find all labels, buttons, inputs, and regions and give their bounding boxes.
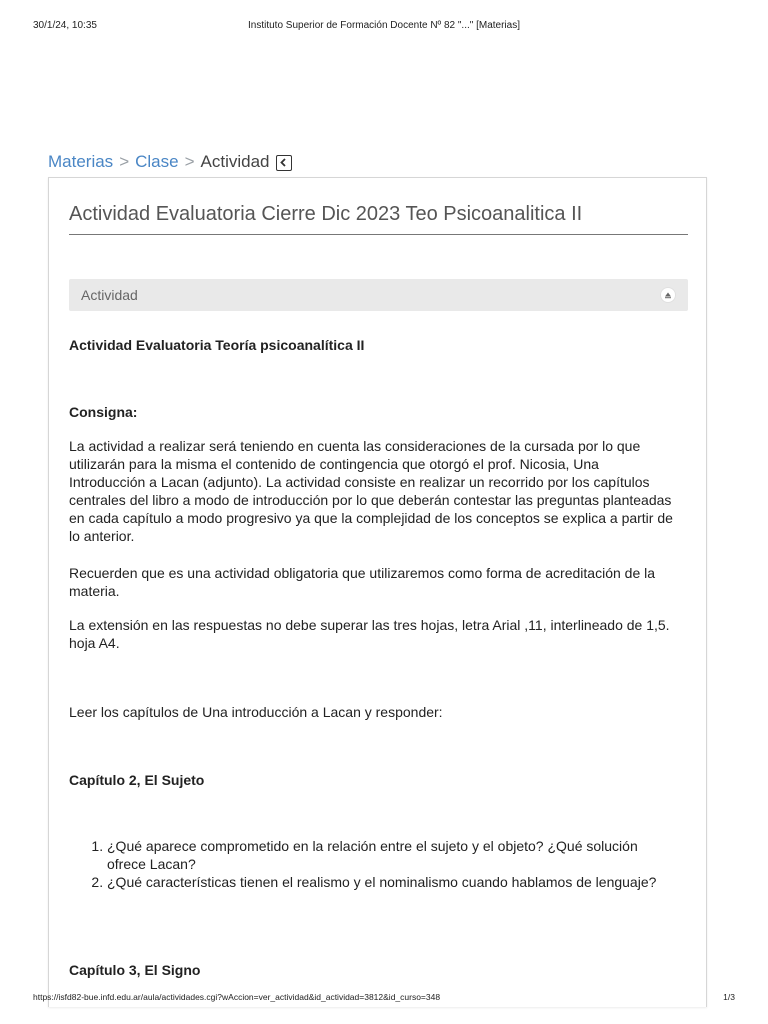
print-footer (0, 992, 768, 1006)
mandatory-note-paragraph: Recuerden que es una actividad obligatoria que utilizaremos como forma de acreditación de la materia. (69, 565, 656, 599)
breadcrumb-separator: > (119, 152, 130, 171)
chapter-heading: Capítulo 2, El Sujeto (69, 772, 205, 788)
question-list (69, 837, 679, 891)
reading-instruction-paragraph: Leer los capítulos de Una introducción a Lacan y responder: (69, 704, 443, 720)
section-header-actividad[interactable] (69, 279, 688, 311)
activity-title: Actividad Evaluatoria Cierre Dic 2023 Teo Psicoanalitica II (69, 203, 688, 235)
page-number: 1/3 (723, 992, 735, 1002)
question-item: 2. ¿Qué características tienen el realismo y el nominalismo cuando hablamos de lenguaje? (107, 873, 679, 891)
breadcrumb-separator: > (184, 152, 195, 171)
print-header (0, 16, 768, 36)
format-note-paragraph: La extensión en las respuestas no debe superar las tres hojas, letra Arial ,11, interlineado de 1,5. hoja A4. (69, 617, 670, 651)
section-header-label: Actividad (81, 287, 138, 303)
chapter-heading: Capítulo 3, El Signo (69, 962, 201, 978)
print-page-title: Instituto Superior de Formación Docente Nº 82 "..." [Materias] (248, 20, 520, 31)
breadcrumb-current: Actividad (200, 152, 270, 171)
activity-subtitle: Actividad Evaluatoria Teoría psicoanalítica II (69, 337, 365, 353)
print-url: https://isfd82-bue.infd.edu.ar/aula/actividades.cgi?wAccion=ver_actividad&id_actividad=3812&id_curso=348 (33, 992, 441, 1002)
consigna-label: Consigna: (69, 404, 138, 420)
caret-up-icon[interactable] (660, 287, 676, 303)
question-item: 1. ¿Qué aparece comprometido en la relación entre el sujeto y el objeto? ¿Qué solución ofrece Lacan? (107, 837, 679, 873)
breadcrumb-link-clase[interactable]: Clase (135, 152, 179, 171)
activity-card (48, 177, 707, 1007)
print-datetime: 30/1/24, 10:35 (33, 20, 97, 31)
back-arrow-icon[interactable] (276, 155, 292, 171)
breadcrumb (48, 150, 292, 174)
instructions-paragraph: La actividad a realizar será teniendo en cuenta las consideraciones de la cursada por lo que utilizarán para la misma el contenido de contingencia que otorgó el prof. Nicosia, Una Introducción a Lacan (adjunto). La actividad consiste en realizar un recorrido por los capítulos centrales del libro a modo de introducción por lo que deberán contestar las preguntas planteadas en cada capítulo a modo progresivo ya que la complejidad de los conceptos se explica a partir de lo anterior. (69, 438, 673, 544)
breadcrumb-link-materias[interactable]: Materias (48, 152, 114, 171)
